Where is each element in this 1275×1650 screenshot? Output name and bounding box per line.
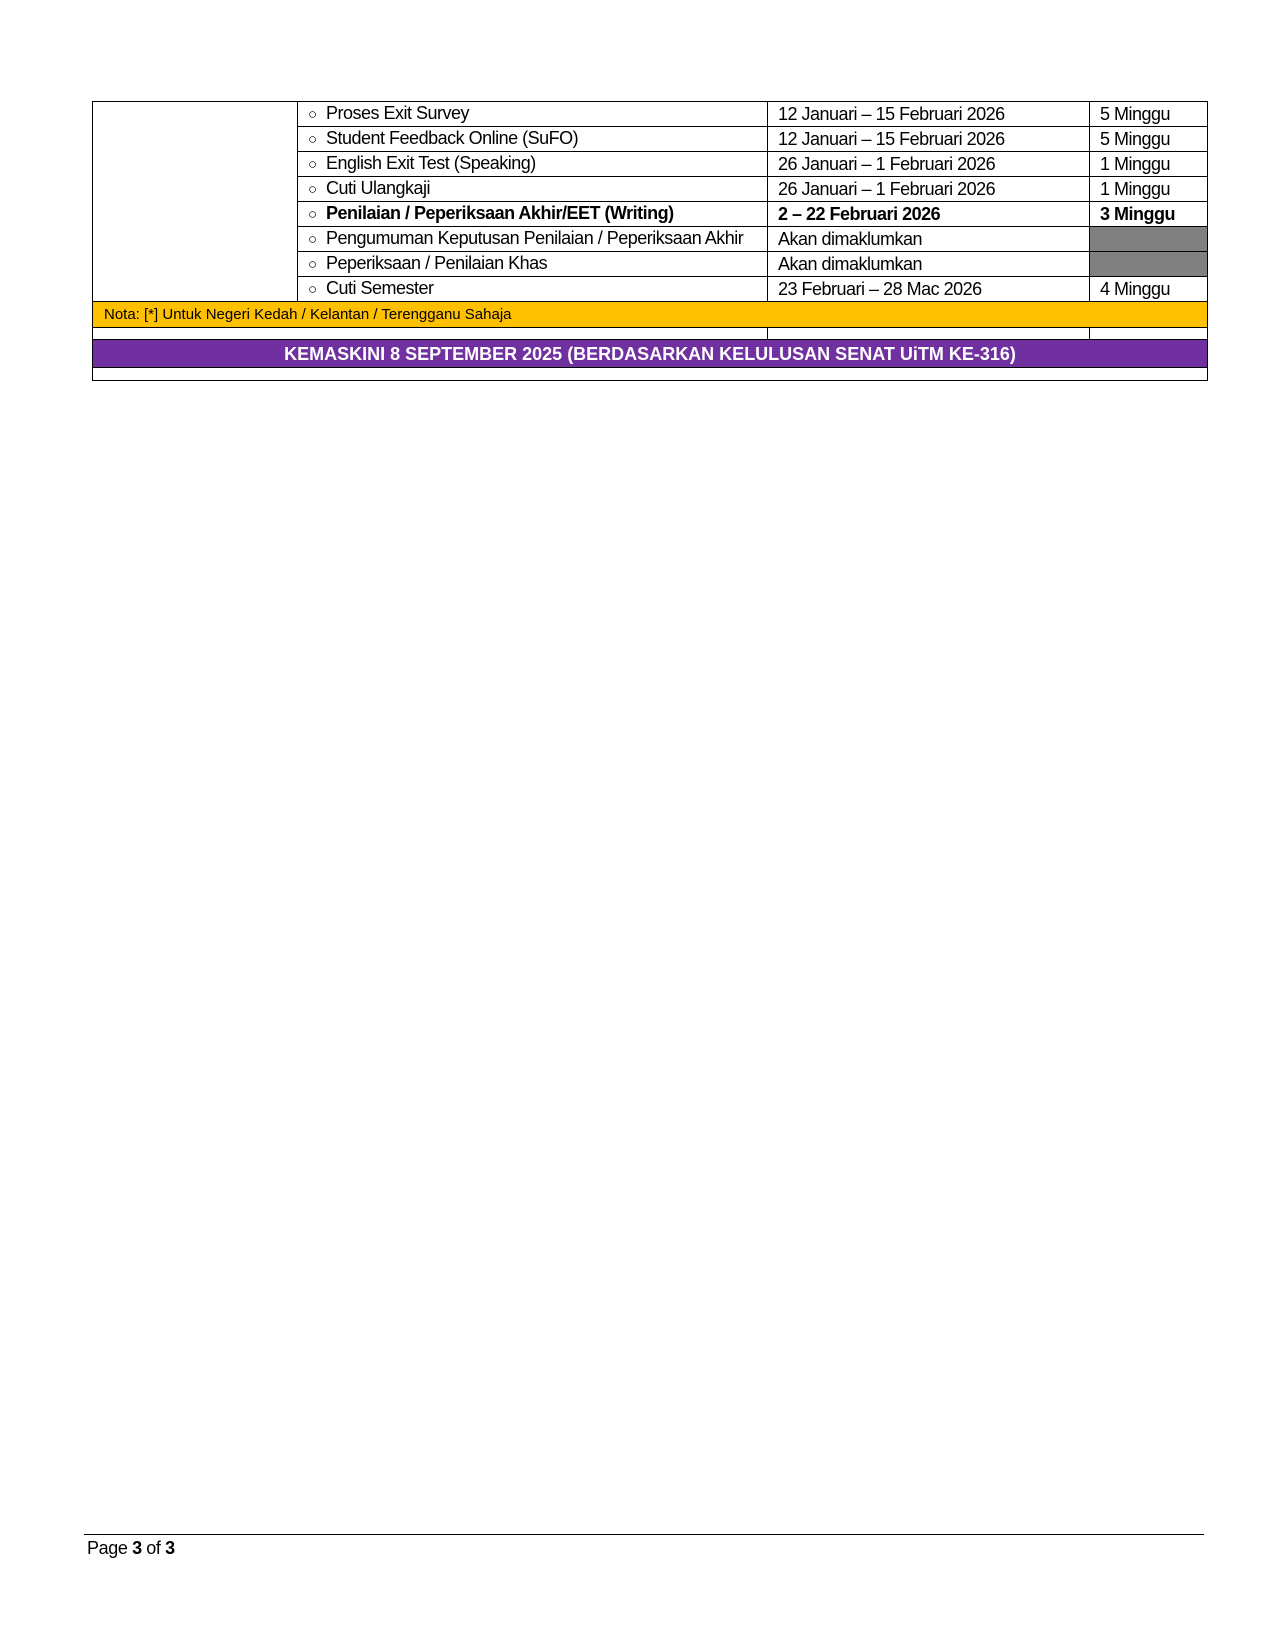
date-cell: 12 Januari – 15 Februari 2026 <box>768 102 1090 127</box>
duration-cell-shaded <box>1090 252 1208 277</box>
activity-cell <box>298 177 768 202</box>
note-text: Nota: [*] Untuk Negeri Kedah / Kelantan / Terengganu Sahaja <box>93 302 1208 328</box>
page-footer <box>87 1538 175 1559</box>
duration-cell: 3 Minggu <box>1090 202 1208 227</box>
spacer-cell <box>1090 328 1208 340</box>
note-row <box>93 302 1208 328</box>
end-cell <box>93 368 1208 381</box>
activity-label: Penilaian / Peperiksaan Akhir/EET (Writing) <box>326 203 674 223</box>
activity-label: Cuti Semester <box>326 278 434 298</box>
academic-calendar-table <box>92 101 1208 381</box>
duration-cell: 1 Minggu <box>1090 152 1208 177</box>
of-word: of <box>146 1538 161 1558</box>
spacer-cell <box>93 328 768 340</box>
bullet-icon: ○ <box>308 206 317 223</box>
update-banner-row <box>93 340 1208 368</box>
date-cell: 2 – 22 Februari 2026 <box>768 202 1090 227</box>
activity-cell <box>298 202 768 227</box>
schedule-body <box>93 102 1208 381</box>
activity-cell <box>298 277 768 302</box>
spacer-cell <box>768 328 1090 340</box>
activity-cell <box>298 102 768 127</box>
spacer-row <box>93 328 1208 340</box>
bullet-icon: ○ <box>308 281 317 298</box>
duration-cell: 1 Minggu <box>1090 177 1208 202</box>
activity-label: Proses Exit Survey <box>326 103 470 123</box>
activity-label: Peperiksaan / Penilaian Khas <box>326 253 548 273</box>
date-cell: 26 Januari – 1 Februari 2026 <box>768 177 1090 202</box>
activity-cell <box>298 252 768 277</box>
table-row <box>93 102 1208 127</box>
date-cell: Akan dimaklumkan <box>768 252 1090 277</box>
activity-label: Pengumuman Keputusan Penilaian / Peperiksaan Akhir <box>326 228 744 248</box>
bullet-icon: ○ <box>308 131 317 148</box>
activity-label: English Exit Test (Speaking) <box>326 153 536 173</box>
duration-cell-shaded <box>1090 227 1208 252</box>
end-row <box>93 368 1208 381</box>
page-word: Page <box>87 1538 128 1558</box>
total-pages-number: 3 <box>165 1538 175 1558</box>
bullet-icon: ○ <box>308 106 317 123</box>
date-cell: 12 Januari – 15 Februari 2026 <box>768 127 1090 152</box>
date-cell: 26 Januari – 1 Februari 2026 <box>768 152 1090 177</box>
duration-cell: 4 Minggu <box>1090 277 1208 302</box>
bullet-icon: ○ <box>308 181 317 198</box>
bullet-icon: ○ <box>308 231 317 248</box>
bullet-icon: ○ <box>308 156 317 173</box>
footer-divider <box>84 1534 1204 1535</box>
date-cell: 23 Februari – 28 Mac 2026 <box>768 277 1090 302</box>
update-banner: KEMASKINI 8 SEPTEMBER 2025 (BERDASARKAN KELULUSAN SENAT UiTM KE-316) <box>93 340 1208 368</box>
activity-cell <box>298 227 768 252</box>
duration-cell: 5 Minggu <box>1090 127 1208 152</box>
activity-label: Cuti Ulangkaji <box>326 178 431 198</box>
duration-cell: 5 Minggu <box>1090 102 1208 127</box>
category-cell <box>93 102 298 302</box>
activity-cell <box>298 152 768 177</box>
current-page-number: 3 <box>132 1538 142 1558</box>
date-cell: Akan dimaklumkan <box>768 227 1090 252</box>
activity-cell <box>298 127 768 152</box>
bullet-icon: ○ <box>308 256 317 273</box>
activity-label: Student Feedback Online (SuFO) <box>326 128 579 148</box>
